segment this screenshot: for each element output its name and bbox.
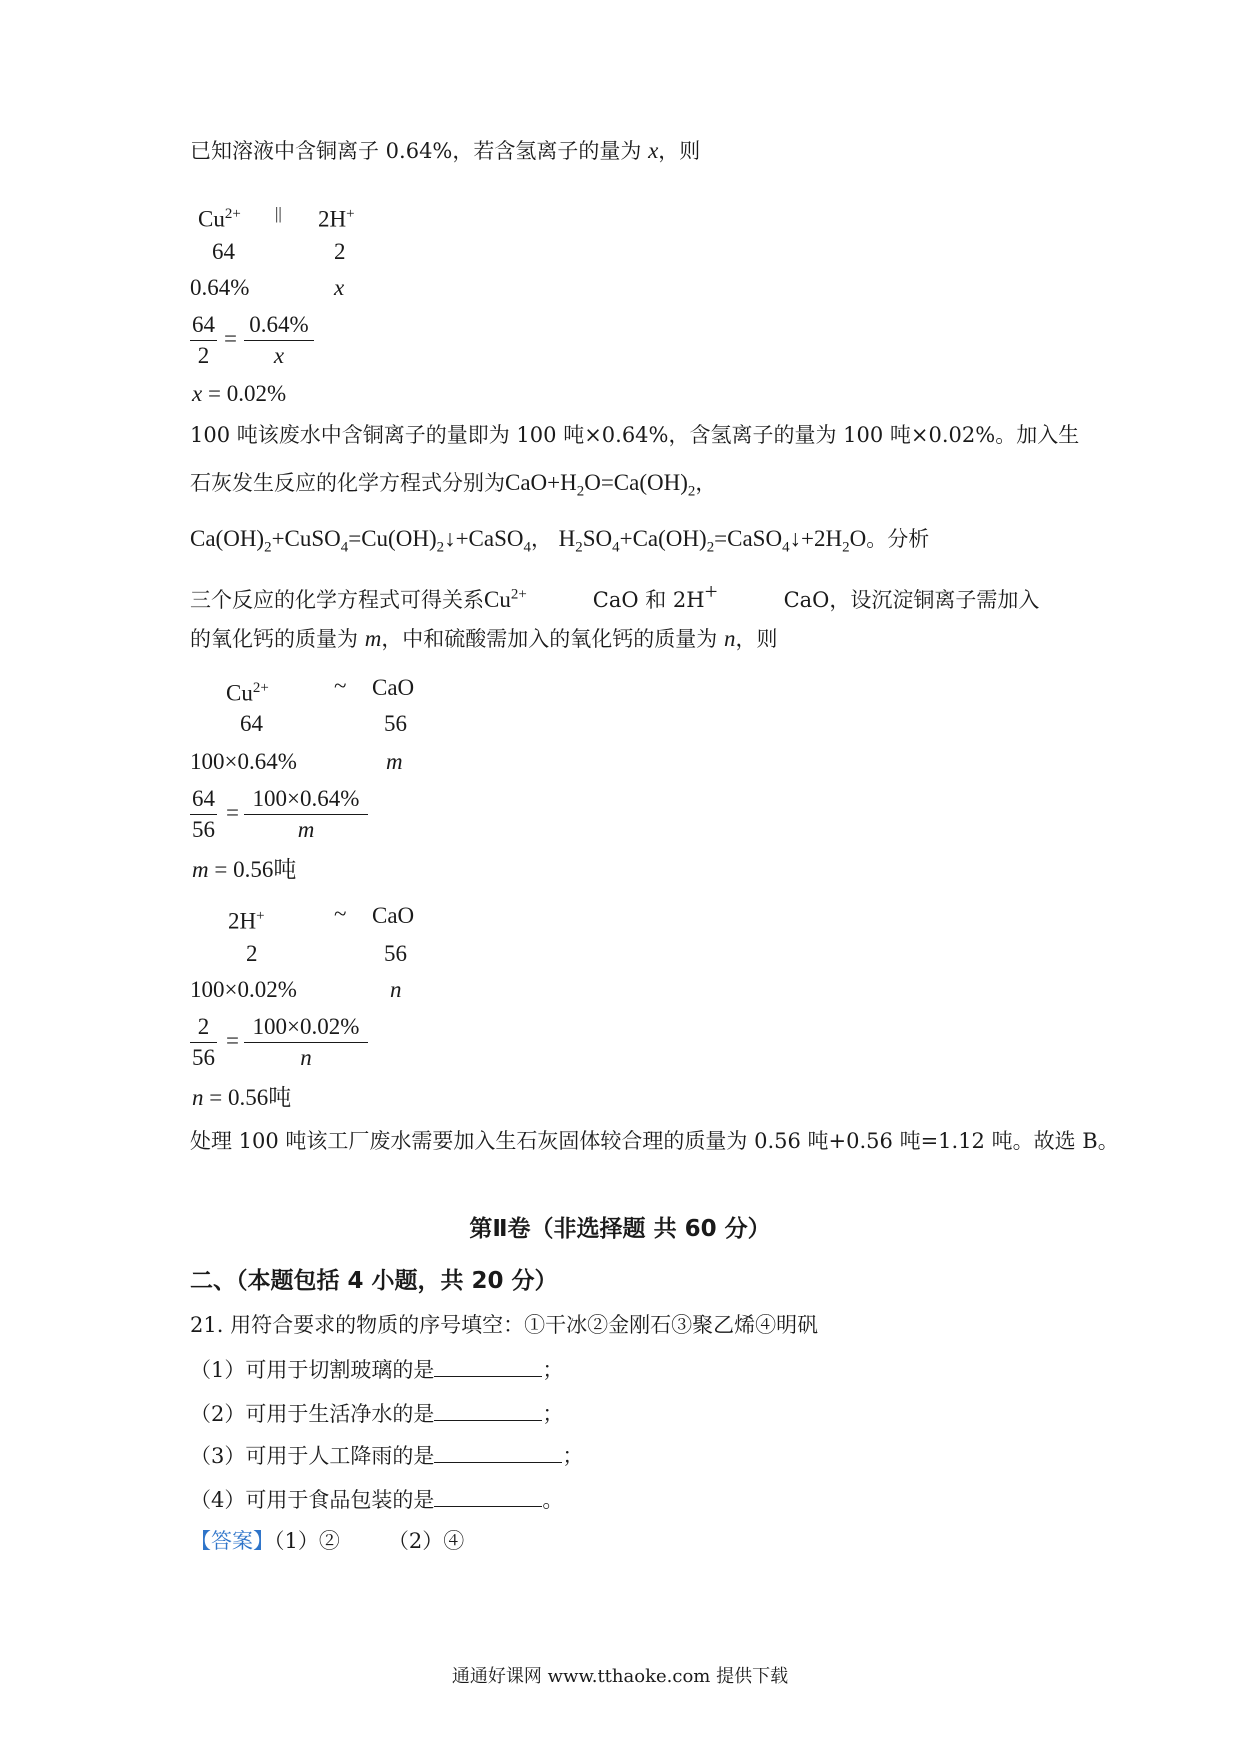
q21-item-2: （2）可用于生活净水的是 ；: [190, 1398, 563, 1429]
rel2-value-2: m: [386, 749, 403, 774]
rel3-species-b: CaO: [372, 903, 415, 928]
rel1-equals: =: [224, 326, 237, 351]
rel3-fraction-right: $\frac{100\times 0.02\%}{n}$: [244, 1012, 368, 1073]
rel1-result: x = 0.02%: [192, 381, 287, 406]
answer-blank-2[interactable]: [434, 1398, 542, 1421]
conclusion: 处理 100 吨该工厂废水需要加入生石灰固体较合理的质量为 0.56 吨+0.56 吨=1.12 吨。故选 B。: [190, 1129, 1119, 1153]
page-footer: 通通好课网 www.tthaoke.com 提供下载: [451, 1666, 789, 1687]
rel1-value-1: 0.64%: [190, 275, 250, 300]
paragraph-3: 三个反应的化学方程式可得关系$Cu^{2+}$ CaO 和 2H+ CaO，设沉淀铜离子需加入: [190, 579, 1040, 612]
paragraph-2: 石灰发生反应的化学方程式分别为$CaO+H_2O=Ca(OH)_2$，: [190, 470, 717, 500]
equation-caoh2-cuso4: $Ca(OH)_2+CuSO_4=Cu(OH)_2↓+CaSO_4$: [190, 526, 531, 556]
rel3-result: n = 0.56吨: [192, 1085, 292, 1110]
rel2-result: m = 0.56吨: [192, 857, 297, 882]
q21-item-1: （1）可用于切割玻璃的是 ；: [190, 1354, 563, 1385]
intro-line: 已知溶液中含铜离子 0.64%，若含氢离子的量为 x，则: [190, 138, 701, 163]
rel1-mass-1: 64: [212, 239, 235, 264]
reaction-line: $Ca(OH)_2+CuSO_4=Cu(OH)_2↓+CaSO_4$， $H_2SO_4+Ca(OH)_2=CaSO_4↓+2H_2O$。分析: [190, 526, 930, 556]
rel3-mass-2: 56: [384, 941, 407, 966]
answer-blank-3[interactable]: [434, 1440, 562, 1463]
rel3-value-1: 100×0.02%: [190, 977, 297, 1002]
rel3-species-a: 2H+: [228, 908, 265, 934]
rel3-fraction-left: $\frac{2}{56}$: [190, 1012, 217, 1073]
answer-blank-4[interactable]: [434, 1484, 542, 1507]
rel1-symbol: ||: [275, 204, 282, 223]
rel1-mass-2: 2: [334, 239, 346, 264]
q21-item-3: （3）可用于人工降雨的是 ；: [190, 1440, 583, 1471]
rel3-mass-1: 2: [246, 941, 258, 966]
answer-tag: 【答案】: [190, 1529, 274, 1553]
q21-stem: 21. 用符合要求的物质的序号填空：①干冰②金刚石③聚乙烯④明矾: [190, 1313, 819, 1337]
equation-cao-h2o: $CaO+H_2O=Ca(OH)_2$: [505, 470, 696, 500]
rel3-equals: =: [226, 1028, 239, 1053]
rel3-value-2: n: [390, 977, 402, 1002]
equation-h2so4-caoh2: $H_2SO_4+Ca(OH)_2=CaSO_4↓+2H_2O$: [558, 526, 867, 556]
rel2-mass-2: 56: [384, 711, 407, 736]
section-title: 第Ⅱ卷（非选择题 共 60 分）: [469, 1216, 771, 1242]
paragraph-4: 的氧化钙的质量为 m，中和硫酸需加入的氧化钙的质量为 n，则: [190, 626, 778, 651]
rel1-value-2: x: [334, 275, 345, 300]
rel2-species-b: CaO: [372, 675, 415, 700]
answer-blank-1[interactable]: [434, 1354, 542, 1377]
rel2-fraction-right: $\frac{100\times 0.64\%}{m}$: [244, 784, 368, 845]
rel3-symbol: ~: [334, 901, 347, 926]
rel2-equals: =: [226, 800, 239, 825]
q21-item-4: （4）可用于食品包装的是 。: [190, 1484, 563, 1515]
rel1-fraction-left: $\frac{64}{2}$: [190, 310, 217, 371]
rel2-species-a: $Cu^{2+}$: [226, 680, 269, 706]
rel1-fraction-right: $\frac{0.64\%}{x}$: [244, 310, 314, 371]
paragraph-1: 100 吨该废水中含铜离子的量即为 100 吨×0.64%，含氢离子的量为 100 吨×0.02%。加入生: [190, 423, 1080, 447]
rel2-mass-1: 64: [240, 711, 263, 736]
part-title: 二、（本题包括 4 小题，共 20 分）: [190, 1268, 558, 1294]
rel2-value-1: 100×0.64%: [190, 749, 297, 774]
rel2-fraction-left: $\frac{64}{56}$: [190, 784, 217, 845]
q21-answer: 【答案】（1）② （2）④: [190, 1529, 465, 1553]
rel2-symbol: ~: [334, 673, 347, 698]
rel1-species-cu: $Cu^{2+}$: [198, 206, 241, 232]
rel1-species-h: 2H+: [318, 206, 355, 232]
